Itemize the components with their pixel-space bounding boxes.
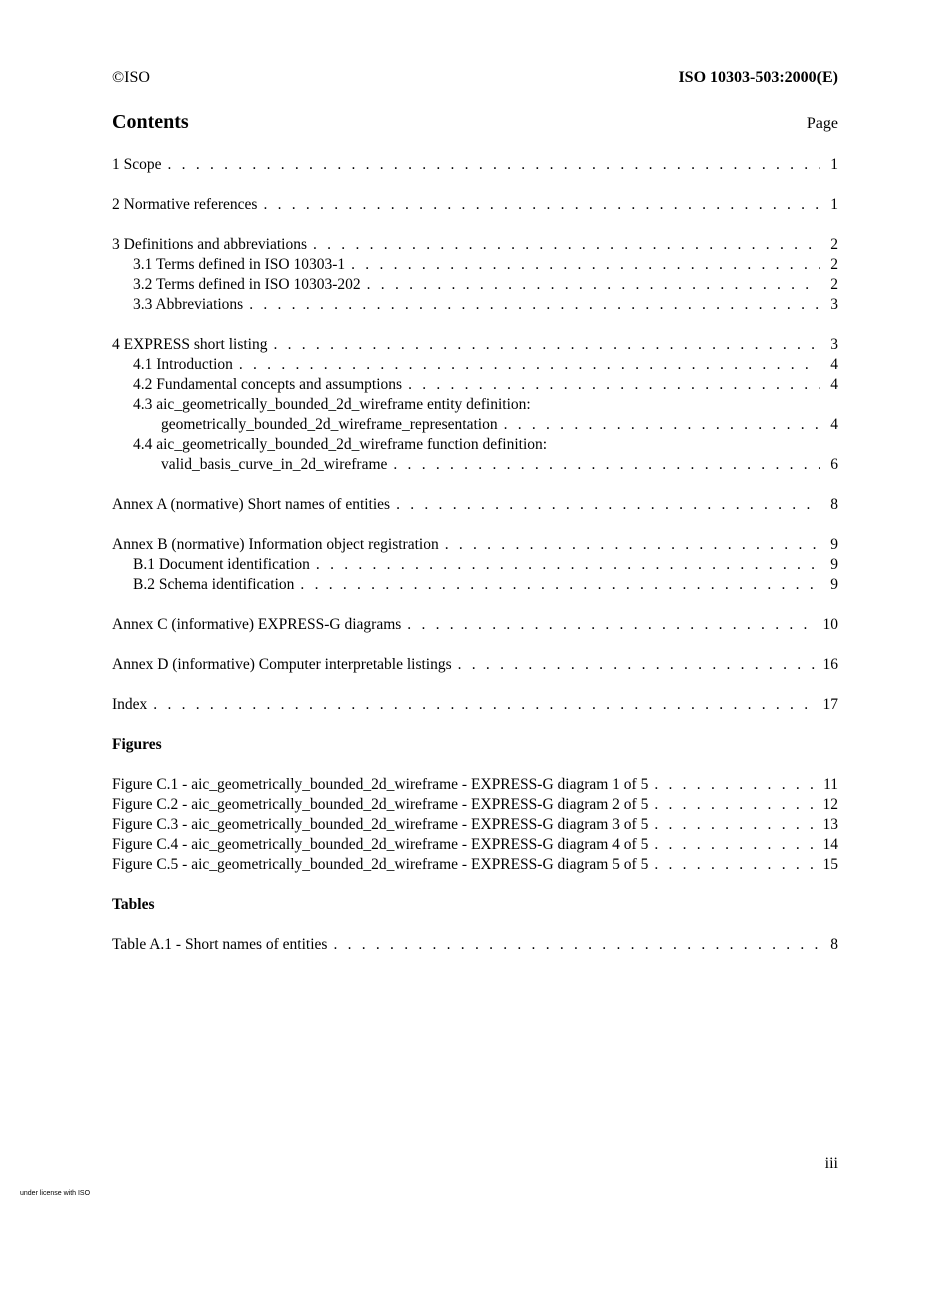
toc-entry-page: 3 xyxy=(830,336,838,353)
toc-entry-page: 2 xyxy=(830,236,838,253)
toc-entry-title: Annex C (informative) EXPRESS-G diagrams xyxy=(112,616,402,633)
toc-entry-title: 3.1 Terms defined in ISO 10303-1 xyxy=(133,256,346,273)
toc-entry-index[interactable] xyxy=(112,695,838,715)
toc-entry-page: 9 xyxy=(830,576,838,593)
toc-entry-page: 17 xyxy=(822,696,838,713)
toc-entry-page: 12 xyxy=(822,796,838,813)
page-title: Contents xyxy=(112,111,189,133)
page-column-label: Page xyxy=(806,115,838,132)
toc-entry-4-3-line2[interactable] xyxy=(112,415,838,435)
toc-entry-title: Figure C.1 - aic_geometrically_bounded_2d_wireframe - EXPRESS-G diagram 1 of 5 xyxy=(112,776,649,793)
toc-entry-title: Annex B (normative) Information object registration xyxy=(112,536,439,553)
toc-entry-3-3[interactable] xyxy=(112,295,838,315)
toc-entry-page: 4 xyxy=(830,416,838,433)
toc-entry-4-4-line1[interactable] xyxy=(112,435,838,455)
toc-entry-title: Annex A (normative) Short names of entities xyxy=(112,496,391,513)
toc-entry-page: 1 xyxy=(830,156,838,173)
toc-entry-title: B.2 Schema identification xyxy=(133,576,295,593)
toc-entry-title: valid_basis_curve_in_2d_wireframe xyxy=(161,456,388,473)
toc-entry-title: 4.3 aic_geometrically_bounded_2d_wireframe entity definition: xyxy=(133,396,531,413)
toc-entry-normative-references[interactable] xyxy=(112,195,838,215)
toc-entry-b-1[interactable] xyxy=(112,555,838,575)
toc-entry-title: 4.4 aic_geometrically_bounded_2d_wireframe function definition: xyxy=(133,436,548,453)
toc-entry-page: 1 xyxy=(830,196,838,213)
toc-entry-title: Index xyxy=(112,696,148,713)
toc-entry-title: 1 Scope xyxy=(112,156,162,173)
toc-entry-4-1[interactable] xyxy=(112,355,838,375)
table-entry-a1[interactable] xyxy=(112,935,838,955)
license-note: under license with ISO xyxy=(20,1190,91,1197)
toc-entry-annex-d[interactable] xyxy=(112,655,838,675)
figure-entry-c5[interactable] xyxy=(112,855,838,875)
toc-entry-annex-b[interactable] xyxy=(112,535,838,555)
document-id: ISO 10303-503:2000(E) xyxy=(678,69,838,86)
copyright-label: ©ISO xyxy=(112,69,150,86)
toc-entry-title: 3.2 Terms defined in ISO 10303-202 xyxy=(133,276,361,293)
figure-entry-c2[interactable] xyxy=(112,795,838,815)
toc-entry-page: 4 xyxy=(830,356,838,373)
toc-entry-title: Figure C.2 - aic_geometrically_bounded_2d_wireframe - EXPRESS-G diagram 2 of 5 xyxy=(112,796,649,813)
toc-entry-title: Figure C.5 - aic_geometrically_bounded_2d_wireframe - EXPRESS-G diagram 5 of 5 xyxy=(112,856,649,873)
toc-entry-page: 6 xyxy=(830,456,838,473)
toc-entry-4-2[interactable] xyxy=(112,375,838,395)
toc-entry-page: 10 xyxy=(822,616,838,633)
page-number: iii xyxy=(824,1155,838,1172)
toc-entry-title: Figure C.3 - aic_geometrically_bounded_2d_wireframe - EXPRESS-G diagram 3 of 5 xyxy=(112,816,649,833)
figure-entry-c4[interactable] xyxy=(112,835,838,855)
toc-entry-title: geometrically_bounded_2d_wireframe_representation xyxy=(161,416,498,433)
toc-entry-annex-a[interactable] xyxy=(112,495,838,515)
toc-entry-title: Annex D (informative) Computer interpretable listings xyxy=(112,656,452,673)
toc-entry-3-1[interactable] xyxy=(112,255,838,275)
toc-entry-title: 4 EXPRESS short listing xyxy=(112,336,268,353)
toc-entry-title: Table A.1 - Short names of entities xyxy=(112,936,328,953)
toc-entry-page: 4 xyxy=(830,376,838,393)
toc-entry-page: 14 xyxy=(822,836,838,853)
toc-entry-page: 15 xyxy=(822,856,838,873)
toc-entry-title: Figure C.4 - aic_geometrically_bounded_2d_wireframe - EXPRESS-G diagram 4 of 5 xyxy=(112,836,649,853)
toc-entry-page: 8 xyxy=(830,936,838,953)
toc-entry-page: 9 xyxy=(830,536,838,553)
toc-entry-definitions[interactable] xyxy=(112,235,838,255)
toc-entry-page: 3 xyxy=(830,296,838,313)
toc-entry-title: 4.1 Introduction xyxy=(133,356,233,373)
figure-entry-c3[interactable] xyxy=(112,815,838,835)
toc-entry-express-short-listing[interactable] xyxy=(112,335,838,355)
toc-entry-3-2[interactable] xyxy=(112,275,838,295)
toc-entry-page: 2 xyxy=(830,276,838,293)
toc-entry-page: 9 xyxy=(830,556,838,573)
toc-entry-title: 3 Definitions and abbreviations xyxy=(112,236,307,253)
toc-entry-title: 2 Normative references xyxy=(112,196,258,213)
toc-entry-scope[interactable] xyxy=(112,155,838,175)
toc-entry-b-2[interactable] xyxy=(112,575,838,595)
toc-entry-4-3-line1[interactable] xyxy=(112,395,838,415)
figure-entry-c1[interactable] xyxy=(112,775,838,795)
toc-entry-page: 16 xyxy=(822,656,838,673)
figures-heading: Figures xyxy=(112,736,162,753)
toc-entry-title: 3.3 Abbreviations xyxy=(133,296,244,313)
tables-heading: Tables xyxy=(112,896,155,913)
toc-entry-4-4-line2[interactable] xyxy=(112,455,838,475)
table-of-contents xyxy=(112,155,838,955)
toc-entry-annex-c[interactable] xyxy=(112,615,838,635)
toc-entry-title: 4.2 Fundamental concepts and assumptions xyxy=(133,376,403,393)
toc-entry-page: 11 xyxy=(823,776,838,793)
toc-entry-page: 13 xyxy=(822,816,838,833)
toc-entry-page: 8 xyxy=(830,496,838,513)
toc-entry-page: 2 xyxy=(830,256,838,273)
toc-entry-title: B.1 Document identification xyxy=(133,556,310,573)
